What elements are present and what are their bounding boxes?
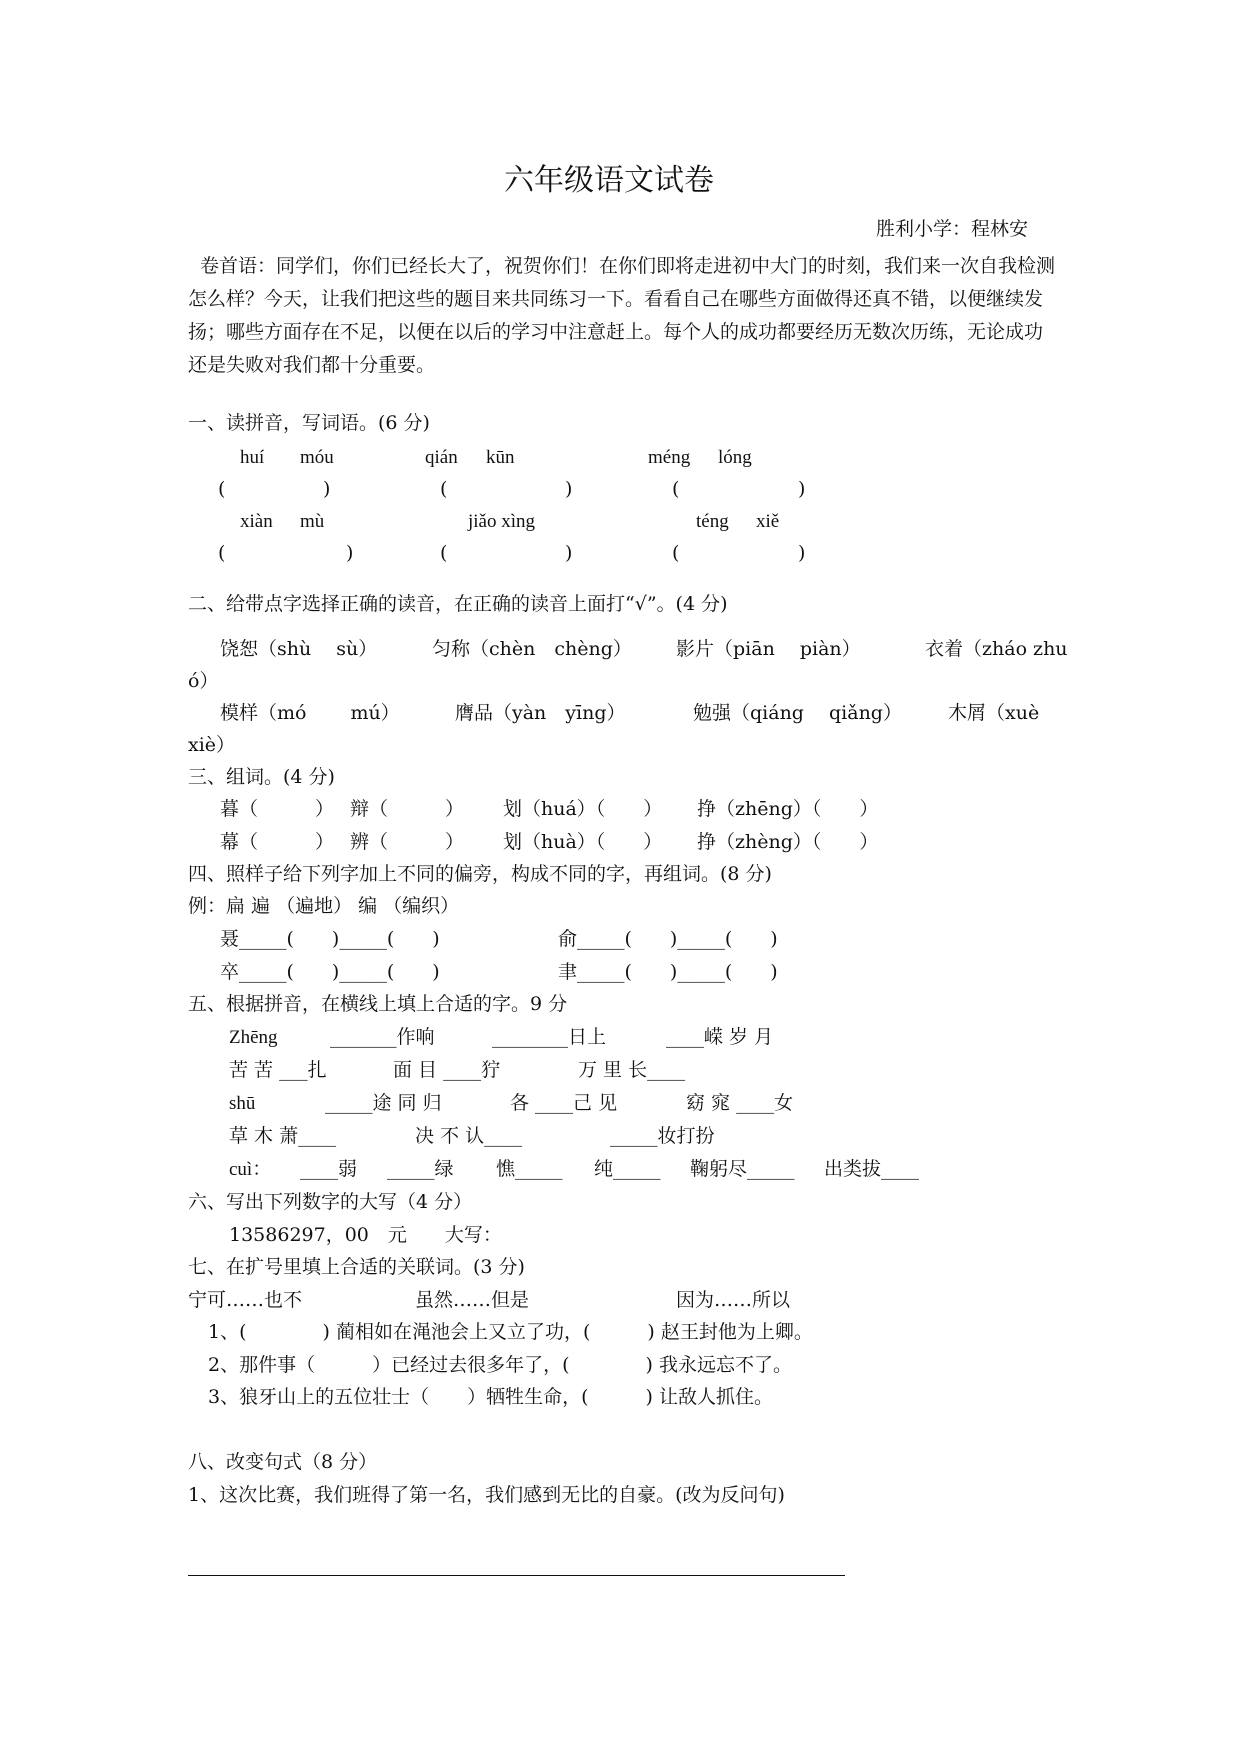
author-line: 胜利小学：程林安 xyxy=(876,218,1029,240)
word-item: 辨（ ） xyxy=(350,831,465,853)
section-3-heading: 三、组词。(4 分) xyxy=(188,766,335,788)
section-7-heading: 七、在扩号里填上合适的关联词。(3 分) xyxy=(188,1256,525,1278)
pinyin: kūn xyxy=(486,447,515,468)
pinyin: méng xyxy=(648,447,691,468)
fill-item: ____嵘 岁 月 xyxy=(666,1026,774,1048)
fill-item: 苦 苦 ___扎 xyxy=(229,1059,327,1081)
pinyin-cue: Zhēng xyxy=(229,1027,278,1048)
pinyin: xiàn xyxy=(240,511,273,532)
pronunciation-item: 勉强（qiáng qiǎng） xyxy=(693,702,902,724)
question-1: 1、( ) 蔺相如在渑池会上又立了功，( ) 赵王封他为上卿。 xyxy=(208,1321,813,1343)
fill-item: 纯_____ xyxy=(594,1158,661,1180)
fill-item: 草 木 萧____ xyxy=(229,1125,337,1147)
answer-line xyxy=(188,1575,845,1576)
word-item: 幕（ ） xyxy=(220,831,335,853)
pinyin: mù xyxy=(300,511,325,532)
word-item: 划（huà）（ ） xyxy=(503,831,663,853)
pronunciation-item: 衣着（zháo zhu xyxy=(925,638,1068,660)
pronunciation-item: 饶恕（shù sù） xyxy=(220,638,378,660)
answer-paren-close: ) xyxy=(346,542,354,564)
fill-item: 鞠躬尽_____ xyxy=(690,1158,795,1180)
conjunction-option: 因为……所以 xyxy=(676,1289,791,1311)
pinyin: téng xyxy=(696,511,729,532)
answer-paren-close: ) xyxy=(798,542,806,564)
pronunciation-item-wrap: ó） xyxy=(188,670,219,692)
conjunction-option: 宁可……也不 xyxy=(188,1289,303,1311)
fill-item: 决 不 认____ xyxy=(415,1125,523,1147)
page-title: 六年级语文试卷 xyxy=(504,163,714,198)
pinyin: móu xyxy=(300,447,334,468)
answer-paren-close: ) xyxy=(798,478,806,500)
answer-paren-open: ( xyxy=(440,478,448,500)
fill-item: _____妆打扮 xyxy=(610,1125,715,1147)
radical-item: 卒_____( )_____( ) xyxy=(220,961,440,983)
fill-item: 窈 窕 ____女 xyxy=(686,1092,794,1114)
section-2-heading: 二、给带点字选择正确的读音，在正确的读音上面打“√”。(4 分) xyxy=(188,593,728,615)
pinyin: lóng xyxy=(718,447,752,468)
answer-paren-open: ( xyxy=(218,478,226,500)
fill-item: _______作响 xyxy=(330,1026,435,1048)
section-5-heading: 五、根据拼音，在横线上填上合适的字。9 分 xyxy=(188,993,568,1015)
number-line: 13586297，00 元 大写： xyxy=(229,1224,502,1246)
pronunciation-item: 模样（mó mú） xyxy=(220,702,400,724)
pronunciation-item: 膺品（yàn yīng） xyxy=(455,702,626,724)
radical-item: 俞_____( )_____( ) xyxy=(558,928,778,950)
pronunciation-item-wrap: xiè） xyxy=(188,734,236,756)
intro-paragraph: 卷首语：同学们，你们已经长大了，祝贺你们！在你们即将走进初中大门的时刻，我们来一次自我检测怎么样？今天，让我们把这些的题目来共同练习一下。看看自己在哪些方面做得还真不错，以便继续发扬；哪些方面存在不足，以便在以后的学习中注意赶上。每个人的成功都要经历无数次历练，无论成功还是失败对我们都十分重要。 xyxy=(188,255,1056,376)
pinyin: xiě xyxy=(756,511,780,532)
pinyin: jiǎo xìng xyxy=(468,511,536,532)
pinyin-cue: shū xyxy=(229,1093,256,1114)
pronunciation-item: 匀称（chèn chèng） xyxy=(432,638,632,660)
pinyin-cue: cuì： xyxy=(229,1159,272,1180)
fill-item: 面 目 ____狞 xyxy=(393,1059,501,1081)
pinyin: qián xyxy=(425,447,458,468)
word-item: 挣（zhèng）（ ） xyxy=(697,831,879,853)
question-2: 2、那件事（ ）已经过去很多年了，( ) 我永远忘不了。 xyxy=(208,1354,792,1376)
radical-item: 聂_____( )_____( ) xyxy=(220,928,440,950)
conjunction-option: 虽然……但是 xyxy=(415,1289,530,1311)
answer-paren-close: ) xyxy=(565,478,573,500)
section-4-example: 例：扁 遍 （遍地） 编 （编织） xyxy=(188,895,460,917)
answer-paren-open: ( xyxy=(672,478,680,500)
question-8-1: 1、这次比赛，我们班得了第一名，我们感到无比的自豪。(改为反问句) xyxy=(188,1484,785,1506)
word-item: 挣（zhēng）（ ） xyxy=(697,798,879,820)
question-3: 3、狼牙山上的五位壮士（ ）牺牲生命，( ) 让敌人抓住。 xyxy=(208,1386,773,1408)
section-6-heading: 六、写出下列数字的大写（4 分） xyxy=(188,1191,473,1213)
answer-paren-close: ) xyxy=(565,542,573,564)
fill-item: 憔_____ xyxy=(496,1158,563,1180)
word-item: 划（huá）（ ） xyxy=(503,798,663,820)
fill-item: _____绿 xyxy=(387,1158,454,1180)
answer-paren-close: ) xyxy=(323,478,331,500)
section-4-heading: 四、照样子给下列字加上不同的偏旁，构成不同的字，再组词。(8 分) xyxy=(188,863,772,885)
section-8-heading: 八、改变句式（8 分） xyxy=(188,1451,378,1473)
fill-item: ____弱 xyxy=(300,1158,358,1180)
answer-paren-open: ( xyxy=(440,542,448,564)
pronunciation-item: 木屑（xuè xyxy=(948,702,1040,724)
word-item: 辩（ ） xyxy=(350,798,465,820)
fill-item: 万 里 长____ xyxy=(578,1059,686,1081)
fill-item: _____途 同 归 xyxy=(325,1092,442,1114)
fill-item: ________日上 xyxy=(492,1026,607,1048)
radical-item: 聿_____( )_____( ) xyxy=(558,961,778,983)
pronunciation-item: 影片（piān piàn） xyxy=(676,638,861,660)
word-item: 暮（ ） xyxy=(220,798,335,820)
pinyin: huí xyxy=(240,447,265,468)
fill-item: 出类拔____ xyxy=(824,1158,920,1180)
section-1-heading: 一、读拼音，写词语。(6 分) xyxy=(188,412,430,434)
fill-item: 各 ____己 见 xyxy=(510,1092,618,1114)
answer-paren-open: ( xyxy=(672,542,680,564)
answer-paren-open: ( xyxy=(218,542,226,564)
